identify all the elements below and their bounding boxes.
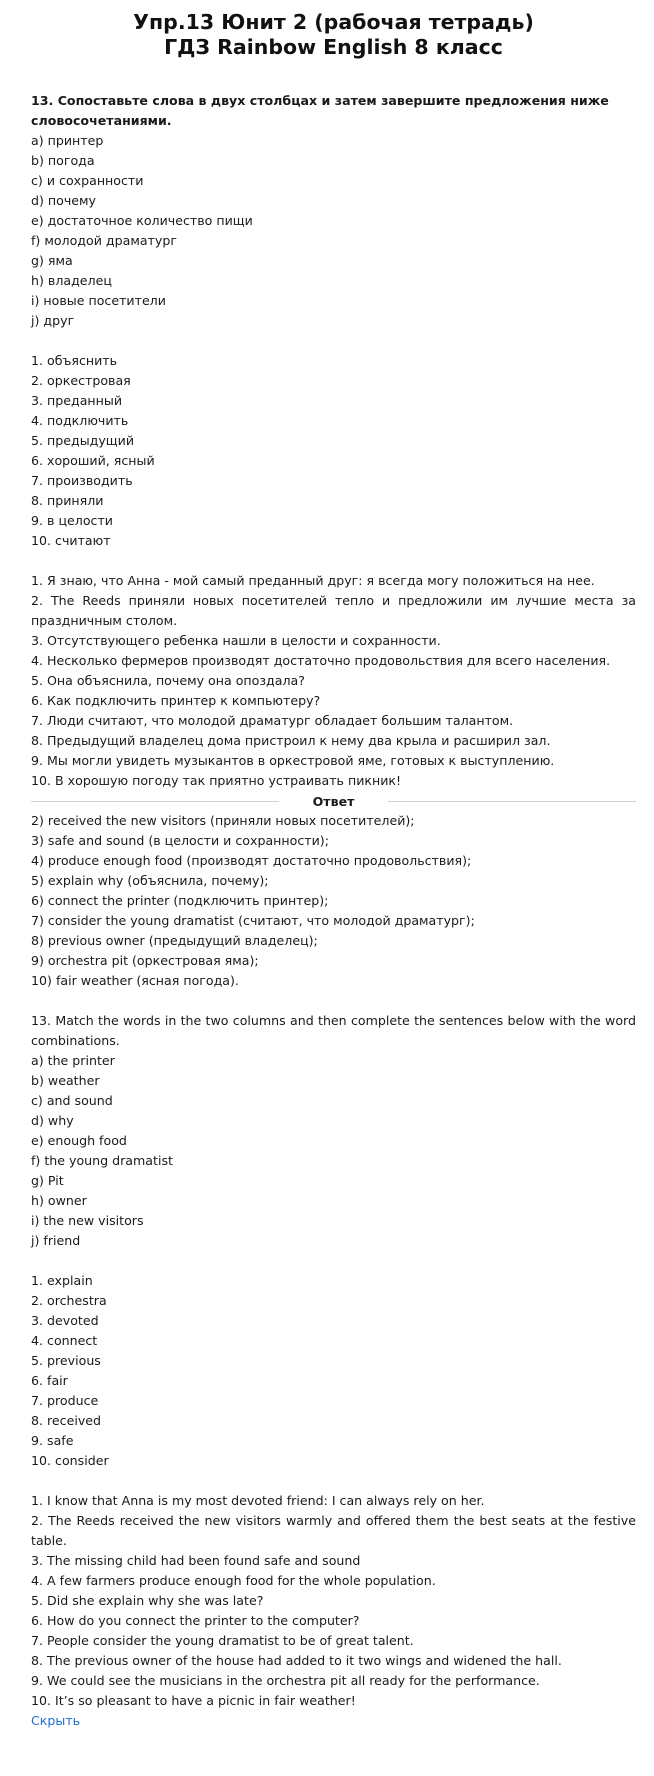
answer-item: 3) safe and sound (в целости и сохранности); — [31, 833, 329, 848]
answer-item: 7) consider the young dramatist (считают, что молодой драматург); — [31, 913, 475, 928]
answer-label: Ответ — [312, 793, 355, 809]
answer-item: 4) produce enough food (производят достаточно продовольствия); — [31, 853, 472, 868]
list-item: 5. Did she explain why she was late? — [31, 1593, 264, 1608]
list-item: 6. хороший, ясный — [31, 453, 155, 468]
list-item: 9. safe — [31, 1433, 74, 1448]
list-item: d) why — [31, 1113, 74, 1128]
list-item: 10. считают — [31, 533, 111, 548]
answer-item: 5) explain why (объяснила, почему); — [31, 873, 269, 888]
spacer — [31, 551, 636, 571]
list-item: 2. The Reeds received the new visitors warmly and offered them the best seats at the festive table. — [31, 1513, 636, 1548]
list-item: 3. преданный — [31, 393, 123, 408]
list-item: 9. Мы могли увидеть музыкантов в оркестровой яме, готовых к выступлению. — [31, 753, 555, 768]
list-item: 4. подключить — [31, 413, 129, 428]
task-en-letters-list — [31, 1051, 636, 1251]
list-item: 10. В хорошую погоду так приятно устраивать пикник! — [31, 773, 402, 788]
answer-item: 6) connect the printer (подключить принтер); — [31, 893, 329, 908]
list-item: 4. Несколько фермеров производят достаточно продовольствия для всего населения. — [31, 653, 611, 668]
spacer — [31, 331, 636, 351]
answer-item: 9) orchestra pit (оркестровая яма); — [31, 953, 259, 968]
list-item: 10. consider — [31, 1453, 109, 1468]
answer-item: 10) fair weather (ясная погода). — [31, 973, 239, 988]
list-item: 9. в целости — [31, 513, 113, 528]
list-item: c) and sound — [31, 1093, 113, 1108]
task-ru-sentences-list — [31, 571, 636, 791]
list-item: 8. Предыдущий владелец дома пристроил к нему два крыла и расширил зал. — [31, 733, 551, 748]
divider-line-left — [31, 801, 279, 802]
list-item: 4. A few farmers produce enough food for the whole population. — [31, 1573, 436, 1588]
list-item: 1. объяснить — [31, 353, 118, 368]
list-item: j) друг — [31, 313, 75, 328]
list-item: 6. fair — [31, 1373, 68, 1388]
list-item: f) the young dramatist — [31, 1153, 173, 1168]
list-item: 8. приняли — [31, 493, 104, 508]
list-item: 1. I know that Anna is my most devoted friend: I can always rely on her. — [31, 1493, 485, 1508]
list-item: 5. предыдущий — [31, 433, 135, 448]
list-item: 6. Как подключить принтер к компьютеру? — [31, 693, 321, 708]
list-item: 3. The missing child had been found safe and sound — [31, 1553, 361, 1568]
list-item: i) the new visitors — [31, 1213, 144, 1228]
list-item: 7. Люди считают, что молодой драматург обладает большим талантом. — [31, 713, 514, 728]
hide-answer-link[interactable]: Скрыть — [31, 1713, 81, 1728]
answer-divider — [31, 791, 636, 811]
list-item: g) Pit — [31, 1173, 64, 1188]
list-item: i) новые посетители — [31, 293, 166, 308]
page-title — [31, 10, 636, 60]
list-item: h) owner — [31, 1193, 87, 1208]
task-ru-instruction: 13. Сопоставьте слова в двух столбцах и затем завершите предложения ниже словосочетаниями. — [31, 93, 609, 128]
list-item: 3. devoted — [31, 1313, 99, 1328]
list-item: h) владелец — [31, 273, 112, 288]
list-item: 6. How do you connect the printer to the computer? — [31, 1613, 360, 1628]
list-item: b) weather — [31, 1073, 100, 1088]
list-item: e) достаточное количество пищи — [31, 213, 253, 228]
list-item: a) the printer — [31, 1053, 115, 1068]
answer-item: 8) previous owner (предыдущий владелец); — [31, 933, 318, 948]
list-item: 7. produce — [31, 1393, 99, 1408]
answer-item: 2) received the new visitors (приняли новых посетителей); — [31, 813, 415, 828]
task-en-instruction: 13. Match the words in the two columns and then complete the sentences below with the word combinations. — [31, 1013, 636, 1048]
list-item: 2. оркестровая — [31, 373, 131, 388]
task-ru-letters-list — [31, 131, 636, 331]
list-item: g) яма — [31, 253, 73, 268]
list-item: 3. Отсутствующего ребенка нашли в целости и сохранности. — [31, 633, 441, 648]
list-item: 10. It’s so pleasant to have a picnic in fair weather! — [31, 1693, 356, 1708]
list-item: 5. Она объяснила, почему она опоздала? — [31, 673, 305, 688]
list-item: d) почему — [31, 193, 96, 208]
list-item: 7. производить — [31, 473, 133, 488]
spacer — [31, 991, 636, 1011]
list-item: e) enough food — [31, 1133, 127, 1148]
list-item: 2. The Reeds приняли новых посетителей тепло и предложили им лучшие места за праздничным столом. — [31, 593, 636, 628]
list-item: 1. Я знаю, что Анна - мой самый преданный друг: я всегда могу положиться на нее. — [31, 573, 595, 588]
title-line-2: ГДЗ Rainbow English 8 класс — [164, 35, 503, 59]
list-item: 4. connect — [31, 1333, 98, 1348]
list-item: a) принтер — [31, 133, 104, 148]
task-en-numbers-list — [31, 1271, 636, 1471]
title-line-1: Упр.13 Юнит 2 (рабочая тетрадь) — [133, 10, 534, 34]
list-item: c) и сохранности — [31, 173, 144, 188]
list-item: 2. orchestra — [31, 1293, 107, 1308]
divider-line-right — [388, 801, 636, 802]
list-item: b) погода — [31, 153, 95, 168]
list-item: 1. explain — [31, 1273, 93, 1288]
answer-list — [31, 811, 636, 991]
list-item: 8. received — [31, 1413, 102, 1428]
spacer — [31, 1471, 636, 1491]
spacer — [31, 1251, 636, 1271]
list-item: f) молодой драматург — [31, 233, 177, 248]
list-item: 5. previous — [31, 1353, 101, 1368]
list-item: 8. The previous owner of the house had added to it two wings and widened the hall. — [31, 1653, 562, 1668]
list-item: j) friend — [31, 1233, 81, 1248]
list-item: 7. People consider the young dramatist to be of great talent. — [31, 1633, 414, 1648]
task-en-sentences-list — [31, 1491, 636, 1711]
task-ru-numbers-list — [31, 351, 636, 551]
list-item: 9. We could see the musicians in the orchestra pit all ready for the performance. — [31, 1673, 540, 1688]
